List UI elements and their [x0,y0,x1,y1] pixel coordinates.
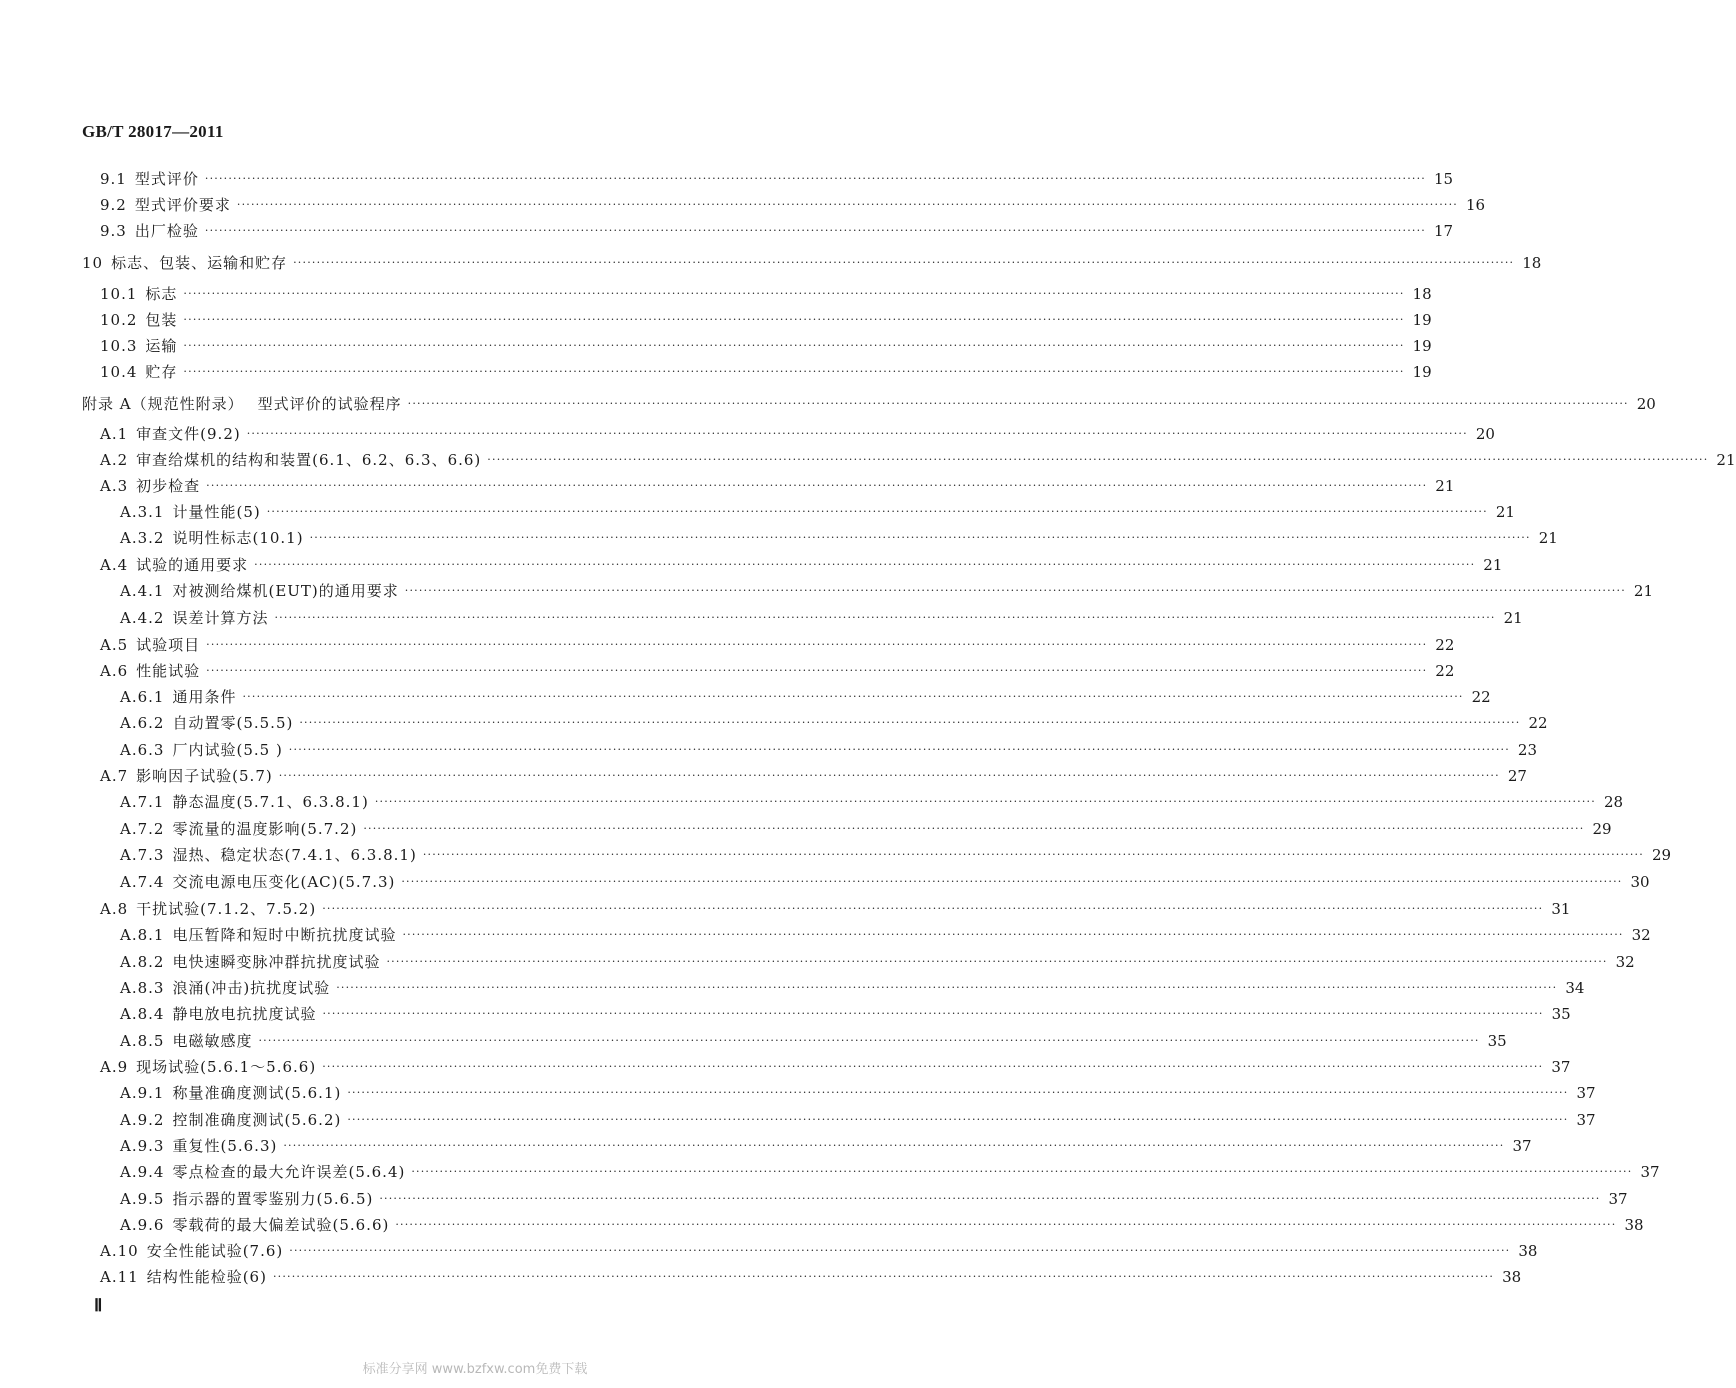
toc-entry-page: 38 [1624,1216,1644,1234]
toc-entry-page: 37 [1576,1084,1596,1102]
toc-entry[interactable] [120,1212,1644,1234]
toc-entry[interactable] [120,1028,1507,1050]
toc-entry[interactable] [100,421,1495,443]
toc-entry-number: 9.1 [100,170,127,188]
toc-entry-title: 误差计算方法 [172,609,269,627]
toc-entry-number: A.6 [100,662,129,680]
toc-entry-title: 静态温度(5.7.1、6.3.8.1) [172,793,369,811]
toc-entry-title: 控制准确度测试(5.6.2) [172,1111,342,1129]
toc-leader-dots: ···································································································································································································································································· [283,1139,1505,1152]
toc-entry-title: 运输 [145,337,178,355]
toc-entry-number: A.8.4 [120,1005,165,1023]
page-number-roman: Ⅱ [94,1296,103,1315]
toc-leader-dots: ···································································································································································································································································· [363,822,1585,835]
toc-entry-page: 19 [1412,311,1432,329]
toc-entry-number: A.9.4 [120,1163,165,1181]
toc-entry-title: 出厂检验 [134,222,199,240]
toc-entry-number: A.8.5 [120,1032,165,1050]
toc-entry-page: 21 [1435,477,1455,495]
toc-entry-number: A.9.6 [120,1216,165,1234]
toc-entry-page: 28 [1603,793,1624,811]
toc-entry-title: 电磁敏感度 [172,1032,253,1050]
toc-entry[interactable] [120,605,1523,627]
toc-entry-number: A.3 [100,477,129,495]
toc-leader-dots: ···································································································································································································································································· [386,955,1608,968]
toc-leader-dots: ···································································································································································································································································· [347,1113,1569,1126]
toc-entry-title: 自动置零(5.5.5) [172,714,294,732]
toc-leader-dots: ···································································································································································································································································· [254,558,1476,571]
toc-entry[interactable] [100,359,1432,381]
toc-entry[interactable] [100,1264,1522,1286]
toc-entry-number: A.8.2 [120,953,165,971]
toc-entry-number: A.11 [100,1268,139,1286]
toc-entry[interactable] [120,684,1491,706]
toc-entry-number: A.7.3 [120,846,165,864]
toc-entry-number: 10.2 [100,311,138,329]
toc-entry-page: 38 [1518,1242,1538,1260]
toc-entry-page: 21 [1483,556,1503,574]
toc-leader-dots: ···································································································································································································································································· [206,664,1428,677]
toc-leader-dots: ···································································································································································································································································· [322,1060,1544,1073]
toc-leader-dots: ···································································································································································································································································· [183,287,1405,300]
toc-entry[interactable] [100,333,1432,355]
toc-leader-dots: ···································································································································································································································································· [242,690,1464,703]
toc-entry-title: 性能试验 [136,662,201,680]
toc-entry-number: A.9.5 [120,1190,165,1208]
toc-entry-number: A.8.1 [120,926,165,944]
toc-entry-number: 9.3 [100,222,127,240]
toc-entry-number: A.7.2 [120,820,165,838]
toc-leader-dots: ···································································································································································································································································· [395,1218,1617,1231]
toc-entry-number: A.9 [100,1058,129,1076]
toc-leader-dots: ···································································································································································································································································· [422,848,1644,861]
toc-leader-dots: ···································································································································································································································································· [204,224,1426,237]
toc-entry-title: 零点检查的最大允许误差(5.6.4) [172,1163,406,1181]
toc-entry-number: A.8 [100,900,129,918]
toc-entry-title: 指示器的置零鉴别力(5.6.5) [172,1190,374,1208]
toc-leader-dots: ···································································································································································································································································· [288,743,1510,756]
toc-entry-page: 15 [1434,170,1454,188]
toc-entry[interactable] [100,896,1571,918]
toc-entry[interactable] [100,447,1736,469]
toc-entry[interactable] [120,949,1635,971]
toc-entry-title: 电压暂降和短时中断抗扰度试验 [172,926,397,944]
toc-entry-page: 21 [1716,451,1736,469]
toc-entry[interactable] [120,975,1585,997]
toc-entry-page: 18 [1522,254,1542,272]
toc-entry-number: A.2 [100,451,129,469]
toc-leader-dots: ···································································································································································································································································· [206,479,1428,492]
toc-entry[interactable] [82,391,1656,413]
toc-leader-dots: ···································································································································································································································································· [258,1034,1480,1047]
toc-entry[interactable] [100,281,1432,303]
toc-entry-title: 电快速瞬变脉冲群抗扰度试验 [172,953,381,971]
toc-entry-page: 23 [1517,741,1538,759]
toc-entry-number: 10.4 [100,363,138,381]
toc-leader-dots: ···································································································································································································································································· [487,453,1709,466]
toc-entry[interactable] [120,1186,1628,1208]
toc-entry-title: 说明性标志(10.1) [172,529,304,547]
toc-entry[interactable] [120,578,1653,600]
toc-entry[interactable] [120,1107,1596,1129]
toc-entry-page: 19 [1412,337,1432,355]
toc-entry[interactable] [120,710,1548,732]
toc-entry[interactable] [120,737,1538,759]
toc-entry-page: 34 [1565,979,1585,997]
toc-entry-page: 17 [1434,222,1454,240]
toc-leader-dots: ···································································································································································································································································· [347,1086,1569,1099]
toc-entry-title: 零载荷的最大偏差试验(5.6.6) [172,1216,390,1234]
toc-entry-number: A.7 [100,767,129,785]
toc-entry-page: 38 [1502,1268,1522,1286]
watermark-text: 标准分享网 www.bzfxw.com免费下载 [362,1362,588,1377]
toc-entry[interactable] [100,1238,1538,1260]
toc-leader-dots: ···································································································································································································································································· [204,172,1426,185]
toc-entry-number: A.6.3 [120,741,165,759]
toc-entry-page: 16 [1466,196,1486,214]
toc-entry[interactable] [100,192,1486,214]
toc-leader-dots: ···································································································································································································································································· [266,505,1488,518]
toc-entry-number: 9.2 [100,196,127,214]
toc-entry-page: 22 [1435,662,1455,680]
toc-leader-dots: ···································································································································································································································································· [278,769,1500,782]
toc-leader-dots: ···································································································································································································································································· [401,875,1623,888]
toc-leader-dots: ···································································································································································································································································· [272,1270,1495,1283]
toc-entry-number: A.8.3 [120,979,165,997]
toc-entry-title: 交流电源电压变化(AC)(5.7.3) [172,873,396,891]
toc-entry-title: 湿热、稳定状态(7.4.1、6.3.8.1) [172,846,417,864]
toc-entry-page: 21 [1633,582,1653,600]
toc-entry-page: 30 [1630,873,1650,891]
toc-entry-page: 22 [1528,714,1548,732]
toc-entry-title: 审查给煤机的结构和装置(6.1、6.2、6.3、6.6) [136,451,482,469]
toc-entry[interactable] [120,1133,1532,1155]
toc-entry-page: 20 [1475,425,1495,443]
toc-entry[interactable] [100,632,1455,654]
toc-entry-title: 型式评价 [134,170,199,188]
toc-entry[interactable] [100,552,1503,574]
toc-entry-title: 对被测给煤机(EUT)的通用要求 [172,582,399,600]
toc-entry-title: 包装 [145,311,178,329]
toc-entry-page: 32 [1615,953,1635,971]
toc-leader-dots: ···································································································································································································································································· [183,339,1405,352]
toc-entry[interactable] [120,842,1672,864]
toc-entry-title: 重复性(5.6.3) [172,1137,278,1155]
toc-entry-page: 29 [1592,820,1612,838]
toc-entry[interactable] [120,1080,1596,1102]
toc-entry[interactable] [120,1001,1571,1023]
toc-entry-title: 贮存 [145,363,178,381]
toc-leader-dots: ···································································································································································································································································· [293,256,1515,269]
toc-entry-number: 10 [82,254,104,272]
toc-leader-dots: ···································································································································································································································································· [246,427,1468,440]
toc-entry-page: 32 [1631,926,1651,944]
toc-entry-title: 试验的通用要求 [136,556,249,574]
toc-entry[interactable] [100,473,1455,495]
toc-entry-title: 试验项目 [136,636,201,654]
toc-entry-page: 37 [1576,1111,1596,1129]
toc-entry-number: 10.1 [100,285,138,303]
toc-entry-number: A.9.1 [120,1084,165,1102]
toc-entry-number: A.4.2 [120,609,165,627]
toc-entry-number: A.7.4 [120,873,165,891]
toc-entry-title: 通用条件 [172,688,237,706]
toc-entry-number: A.3.2 [120,529,165,547]
toc-leader-dots: ···································································································································································································································································· [374,795,1596,808]
toc-entry-title: 浪涌(冲击)抗扰度试验 [172,979,331,997]
toc-entry-page: 37 [1640,1163,1660,1181]
toc-entry-number: A.4.1 [120,582,165,600]
toc-entry[interactable] [100,166,1454,188]
toc-entry[interactable] [100,1054,1571,1076]
toc-entry-page: 18 [1412,285,1432,303]
toc-leader-dots: ···································································································································································································································································· [274,611,1496,624]
toc-entry-title: 型式评价的试验程序 [257,395,402,413]
toc-leader-dots: ···································································································································································································································································· [402,928,1624,941]
toc-entry-page: 21 [1538,529,1558,547]
toc-entry-page: 35 [1487,1032,1507,1050]
toc-leader-dots: ···································································································································································································································································· [206,638,1428,651]
toc-entry[interactable] [120,1159,1660,1181]
toc-leader-dots: ···································································································································································································································································· [183,365,1405,378]
toc-entry-number: 10.3 [100,337,138,355]
toc-entry[interactable] [120,499,1515,521]
toc-entry[interactable] [120,816,1612,838]
toc-entry[interactable] [120,922,1651,944]
toc-entry-page: 27 [1507,767,1527,785]
toc-entry-title: 计量性能(5) [172,503,261,521]
toc-leader-dots: ···································································································································································································································································· [322,902,1544,915]
toc-entry-title: 型式评价要求 [134,196,231,214]
toc-leader-dots: ···································································································································································································································································· [407,397,1629,410]
toc-leader-dots: ···································································································································································································································································· [379,1192,1601,1205]
toc-entry-number: A.9.2 [120,1111,165,1129]
toc-leader-dots: ···································································································································································································································································· [289,1244,1511,1257]
toc-entry-page: 22 [1471,688,1491,706]
toc-entry[interactable] [100,658,1455,680]
toc-leader-dots: ···································································································································································································································································· [299,716,1521,729]
toc-entry-title: 标志、包装、运输和贮存 [111,254,288,272]
toc-entry-page: 20 [1636,395,1656,413]
toc-entry[interactable] [82,250,1542,272]
toc-entry-number: A.6.2 [120,714,165,732]
toc-entry-title: 厂内试验(5.5 ) [172,741,283,759]
toc-entry[interactable] [120,869,1650,891]
toc-entry[interactable] [120,525,1558,547]
toc-entry[interactable] [100,763,1527,785]
toc-entry-page: 31 [1551,900,1571,918]
toc-entry-number: A.7.1 [120,793,165,811]
toc-entry-number: A.9.3 [120,1137,165,1155]
toc-entry-page: 37 [1512,1137,1532,1155]
toc-entry-number: A.6.1 [120,688,165,706]
toc-entry-page: 35 [1551,1005,1571,1023]
toc-entry[interactable] [120,789,1624,811]
toc-entry-title: 称量准确度测试(5.6.1) [172,1084,342,1102]
toc-entry[interactable] [100,218,1454,240]
toc-entry-number: A.5 [100,636,129,654]
toc-entry-title: 静电放电抗扰度试验 [172,1005,317,1023]
toc-leader-dots: ···································································································································································································································································· [404,584,1626,597]
toc-leader-dots: ···································································································································································································································································· [309,531,1531,544]
toc-entry-page: 37 [1551,1058,1571,1076]
toc-entry[interactable] [100,307,1432,329]
toc-entry-page: 22 [1435,636,1455,654]
toc-entry-page: 29 [1651,846,1672,864]
toc-leader-dots: ···································································································································································································································································· [411,1165,1633,1178]
toc-entry-number: 附录 A（规范性附录） [82,395,244,413]
toc-entry-title: 标志 [145,285,178,303]
toc-entry-title: 现场试验(5.6.1～5.6.6) [136,1058,317,1076]
toc-leader-dots: ···································································································································································································································································· [336,981,1558,994]
toc-entry-page: 19 [1412,363,1432,381]
toc-entry-number: A.1 [100,425,129,443]
toc-leader-dots: ···································································································································································································································································· [236,198,1458,211]
toc-leader-dots: ···································································································································································································································································· [322,1007,1544,1020]
toc-entry-title: 审查文件(9.2) [136,425,241,443]
toc-entry-title: 零流量的温度影响(5.7.2) [172,820,358,838]
toc-entry-title: 影响因子试验(5.7) [136,767,273,785]
toc-entry-number: A.10 [100,1242,139,1260]
toc-entry-title: 安全性能试验(7.6) [146,1242,284,1260]
standard-code-header: GB/T 28017—2011 [82,122,224,141]
toc-leader-dots: ···································································································································································································································································· [183,313,1405,326]
toc-entry-title: 初步检查 [136,477,201,495]
toc-entry-page: 21 [1495,503,1515,521]
toc-entry-title: 干扰试验(7.1.2、7.5.2) [136,900,317,918]
toc-entry-title: 结构性能检验(6) [146,1268,267,1286]
toc-entry-number: A.4 [100,556,129,574]
toc-entry-number: A.3.1 [120,503,165,521]
toc-entry-page: 37 [1608,1190,1628,1208]
toc-entry-page: 21 [1503,609,1523,627]
